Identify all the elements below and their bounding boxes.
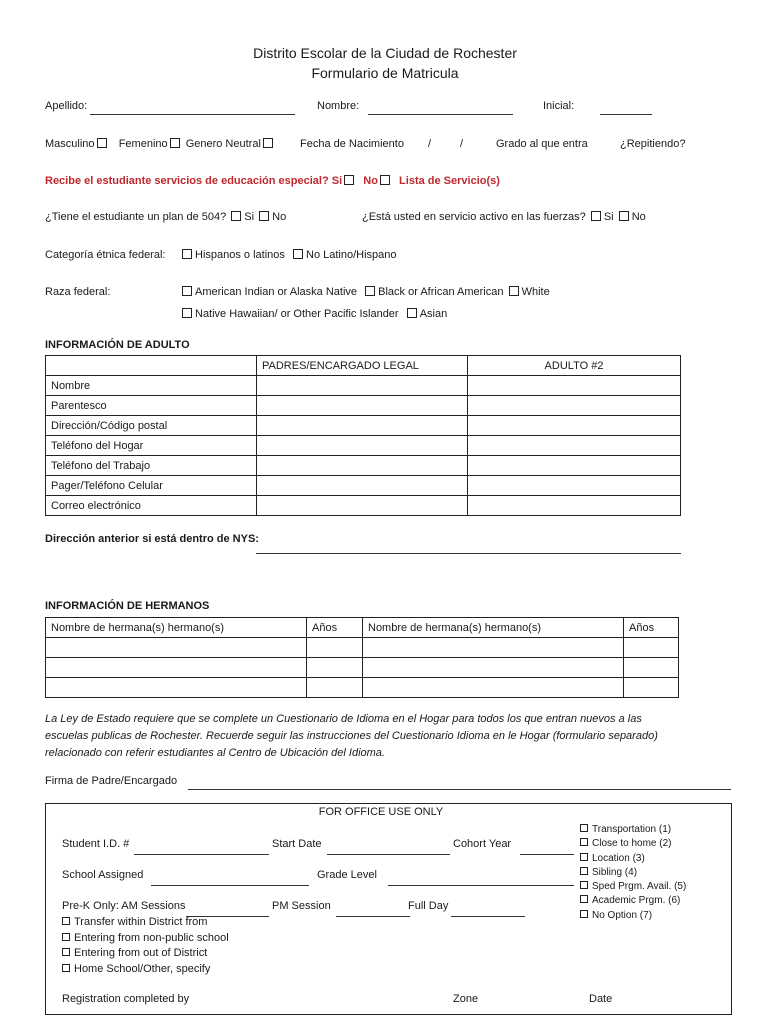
sibling-name-header-2: Nombre de hermana(s) hermano(s) xyxy=(363,618,624,638)
sibling-cell[interactable] xyxy=(46,638,307,658)
law-note-line2: escuelas publicas de Rochester. Recuerde seguir las instrucciones del Cuestionario Idioma en le Hogar (formulario separado) xyxy=(45,730,658,742)
table-row xyxy=(46,618,679,638)
date-label: Date xyxy=(589,993,613,1005)
homeschool-option xyxy=(62,963,210,975)
padres-cell[interactable] xyxy=(257,496,468,516)
table-row xyxy=(46,396,681,416)
military-no-checkbox[interactable] xyxy=(619,211,629,221)
sibling-cell[interactable] xyxy=(307,658,363,678)
black-checkbox[interactable] xyxy=(365,286,375,296)
signature-label: Firma de Padre/Encargado xyxy=(45,775,178,787)
sibling-cell[interactable] xyxy=(307,678,363,698)
sibling-cell[interactable] xyxy=(46,678,307,698)
femenino-checkbox[interactable] xyxy=(170,138,180,148)
femenino-label: Femenino xyxy=(118,138,168,150)
reason-checkbox[interactable] xyxy=(580,838,588,846)
grado-label: Grado al que entra xyxy=(496,138,588,150)
padres-cell[interactable] xyxy=(257,376,468,396)
padres-cell[interactable] xyxy=(257,476,468,496)
date-slash-2: / xyxy=(460,138,464,150)
adulto2-cell[interactable] xyxy=(468,376,681,396)
office-title: FOR OFFICE USE ONLY xyxy=(318,806,444,818)
gender-row xyxy=(45,138,276,150)
nonpublic-option xyxy=(62,932,229,944)
lista-servicios-label: Lista de Servicio(s) xyxy=(399,175,500,187)
prev-address-field[interactable] xyxy=(256,553,681,554)
office-use-box xyxy=(45,803,732,1015)
nonpublic-label: Entering from non-public school xyxy=(74,932,229,944)
adulto2-cell[interactable] xyxy=(468,476,681,496)
date-slash-1: / xyxy=(428,138,432,150)
adulto2-cell[interactable] xyxy=(468,436,681,456)
masculino-label: Masculino xyxy=(45,138,95,150)
military-row xyxy=(362,211,646,223)
outdistrict-checkbox[interactable] xyxy=(62,948,70,956)
reason-checkbox[interactable] xyxy=(580,881,588,889)
grade-level-field[interactable] xyxy=(388,885,574,886)
form-title: Formulario de Matricula xyxy=(311,65,459,81)
reason-checkbox[interactable] xyxy=(580,910,588,918)
reason-item: Sped Prgm. Avail. (5) xyxy=(580,880,686,894)
military-question: ¿Está usted en servicio activo en las fuerzas? xyxy=(362,211,586,223)
masculino-checkbox[interactable] xyxy=(97,138,107,148)
plan504-si-checkbox[interactable] xyxy=(231,211,241,221)
padres-cell[interactable] xyxy=(257,436,468,456)
table-row xyxy=(46,476,681,496)
plan504-no-checkbox[interactable] xyxy=(259,211,269,221)
grade-level-label: Grade Level xyxy=(317,869,377,881)
asian-label: Asian xyxy=(419,308,448,320)
plan504-row xyxy=(45,211,286,223)
law-note-line3: relacionado con referir estudiantes al Centro de Ubicación del Idioma. xyxy=(45,747,385,759)
black-label: Black or African American xyxy=(378,286,504,298)
cohort-year-field[interactable] xyxy=(520,854,574,855)
outdistrict-label: Entering from out of District xyxy=(74,947,208,959)
homeschool-checkbox[interactable] xyxy=(62,964,70,972)
transfer-label: Transfer within District from xyxy=(74,916,208,928)
table-row xyxy=(46,416,681,436)
plan504-si-label: Si xyxy=(244,211,255,223)
zone-label: Zone xyxy=(453,993,479,1005)
padres-header: PADRES/ENCARGADO LEGAL xyxy=(257,356,468,376)
student-id-label: Student I.D. # xyxy=(62,838,130,850)
hawaiian-checkbox[interactable] xyxy=(182,308,192,318)
asian-checkbox[interactable] xyxy=(407,308,417,318)
table-row xyxy=(46,436,681,456)
adulto2-cell[interactable] xyxy=(468,396,681,416)
sibling-cell[interactable] xyxy=(363,638,624,658)
row-label: Dirección/Código postal xyxy=(46,416,257,436)
apellido-label: Apellido: xyxy=(45,100,88,112)
pm-session-field[interactable] xyxy=(336,916,410,917)
reason-checkbox[interactable] xyxy=(580,824,588,832)
special-ed-no-label: No xyxy=(363,175,378,187)
sibling-name-header: Nombre de hermana(s) hermano(s) xyxy=(46,618,307,638)
special-ed-row xyxy=(45,175,500,187)
table-row xyxy=(46,496,681,516)
padres-cell[interactable] xyxy=(257,396,468,416)
reason-item: Academic Prgm. (6) xyxy=(580,894,686,908)
military-no-label: No xyxy=(631,211,646,223)
race-options-line2 xyxy=(180,308,447,320)
padres-cell[interactable] xyxy=(257,416,468,436)
reason-checkbox[interactable] xyxy=(580,867,588,875)
hispano-checkbox[interactable] xyxy=(182,249,192,259)
sibling-cell[interactable] xyxy=(624,678,679,698)
transfer-option xyxy=(62,916,207,928)
ethnic-label: Categoría étnica federal: xyxy=(45,249,166,261)
apellido-field[interactable] xyxy=(90,114,295,115)
adult-table xyxy=(45,355,681,516)
transfer-checkbox[interactable] xyxy=(62,917,70,925)
reasons-list xyxy=(580,823,686,923)
school-assigned-label: School Assigned xyxy=(62,869,144,881)
reason-item: Close to home (2) xyxy=(580,837,686,851)
prek-label: Pre-K Only: AM Sessions xyxy=(62,900,186,912)
white-label: White xyxy=(521,286,550,298)
adulto2-header: ADULTO #2 xyxy=(468,356,681,376)
fecha-label: Fecha de Nacimiento xyxy=(300,138,404,150)
outdistrict-option xyxy=(62,947,207,959)
table-row xyxy=(46,356,681,376)
form-district-title: Distrito Escolar de la Ciudad de Rochester xyxy=(253,45,517,61)
signature-field[interactable] xyxy=(188,789,731,790)
repitiendo-label: ¿Repitiendo? xyxy=(620,138,686,150)
reason-item: Transportation (1) xyxy=(580,823,686,837)
sibling-cell[interactable] xyxy=(363,658,624,678)
sibling-cell[interactable] xyxy=(307,638,363,658)
homeschool-label: Home School/Other, specify xyxy=(74,963,211,975)
plan504-question: ¿Tiene el estudiante un plan de 504? xyxy=(45,211,227,223)
special-ed-si-checkbox[interactable] xyxy=(344,175,354,185)
start-date-label: Start Date xyxy=(272,838,322,850)
row-label: Teléfono del Hogar xyxy=(46,436,257,456)
reason-item: Sibling (4) xyxy=(580,866,686,880)
military-si-checkbox[interactable] xyxy=(591,211,601,221)
nombre-field[interactable] xyxy=(368,114,513,115)
adulto2-cell[interactable] xyxy=(468,456,681,476)
siblings-title: INFORMACIÓN DE HERMANOS xyxy=(45,600,210,612)
student-id-field[interactable] xyxy=(134,854,269,855)
nombre-label: Nombre: xyxy=(317,100,360,112)
table-row xyxy=(46,376,681,396)
inicial-field[interactable] xyxy=(600,114,652,115)
full-day-label: Full Day xyxy=(408,900,449,912)
table-row xyxy=(46,456,681,476)
table-row xyxy=(46,658,679,678)
hispano-label: Hispanos o latinos xyxy=(195,249,285,261)
pm-session-label: PM Session xyxy=(272,900,331,912)
adult-section-title: INFORMACIÓN DE ADULTO xyxy=(45,339,190,351)
special-ed-no-checkbox[interactable] xyxy=(380,175,390,185)
genero-neutral-checkbox[interactable] xyxy=(263,138,273,148)
sibling-cell[interactable] xyxy=(624,658,679,678)
reason-checkbox[interactable] xyxy=(580,853,588,861)
start-date-field[interactable] xyxy=(327,854,450,855)
row-label: Teléfono del Trabajo xyxy=(46,456,257,476)
nonpublic-checkbox[interactable] xyxy=(62,933,70,941)
table-row xyxy=(46,678,679,698)
hawaiian-label: Native Hawaiian/ or Other Pacific Islander xyxy=(195,308,399,320)
prev-address-label: Dirección anterior si está dentro de NYS: xyxy=(45,533,259,545)
race-options-line1 xyxy=(180,286,550,298)
reason-item: No Option (7) xyxy=(580,909,686,923)
cohort-year-label: Cohort Year xyxy=(453,838,512,850)
sibling-age-header: Años xyxy=(307,618,363,638)
row-label: Correo electrónico xyxy=(46,496,257,516)
special-ed-question: Recibe el estudiante servicios de educación especial? Si xyxy=(45,175,343,187)
military-si-label: Si xyxy=(603,211,614,223)
sibling-cell[interactable] xyxy=(363,678,624,698)
white-checkbox[interactable] xyxy=(509,286,519,296)
inicial-label: Inicial: xyxy=(543,100,575,112)
ethnic-options xyxy=(180,249,397,261)
sibling-cell[interactable] xyxy=(624,638,679,658)
adulto2-cell[interactable] xyxy=(468,496,681,516)
row-label: Parentesco xyxy=(46,396,257,416)
adulto2-cell[interactable] xyxy=(468,416,681,436)
padres-cell[interactable] xyxy=(257,456,468,476)
table-row xyxy=(46,638,679,658)
no-hispano-label: No Latino/Hispano xyxy=(306,249,397,261)
race-label: Raza federal: xyxy=(45,286,111,298)
american-indian-checkbox[interactable] xyxy=(182,286,192,296)
plan504-no-label: No xyxy=(272,211,287,223)
full-day-field[interactable] xyxy=(451,916,525,917)
siblings-table xyxy=(45,617,679,698)
law-note-line1: La Ley de Estado requiere que se complete un Cuestionario de Idioma en el Hogar para todos los que entran nuevos a las xyxy=(45,713,642,725)
no-hispano-checkbox[interactable] xyxy=(293,249,303,259)
registration-label: Registration completed by xyxy=(62,993,190,1005)
american-indian-label: American Indian or Alaska Native xyxy=(195,286,358,298)
genero-neutral-label: Genero Neutral xyxy=(185,138,261,150)
row-label: Pager/Teléfono Celular xyxy=(46,476,257,496)
reason-checkbox[interactable] xyxy=(580,895,588,903)
row-label: Nombre xyxy=(46,376,257,396)
sibling-cell[interactable] xyxy=(46,658,307,678)
reason-item: Location (3) xyxy=(580,852,686,866)
school-assigned-field[interactable] xyxy=(151,885,309,886)
sibling-age-header-2: Años xyxy=(624,618,679,638)
